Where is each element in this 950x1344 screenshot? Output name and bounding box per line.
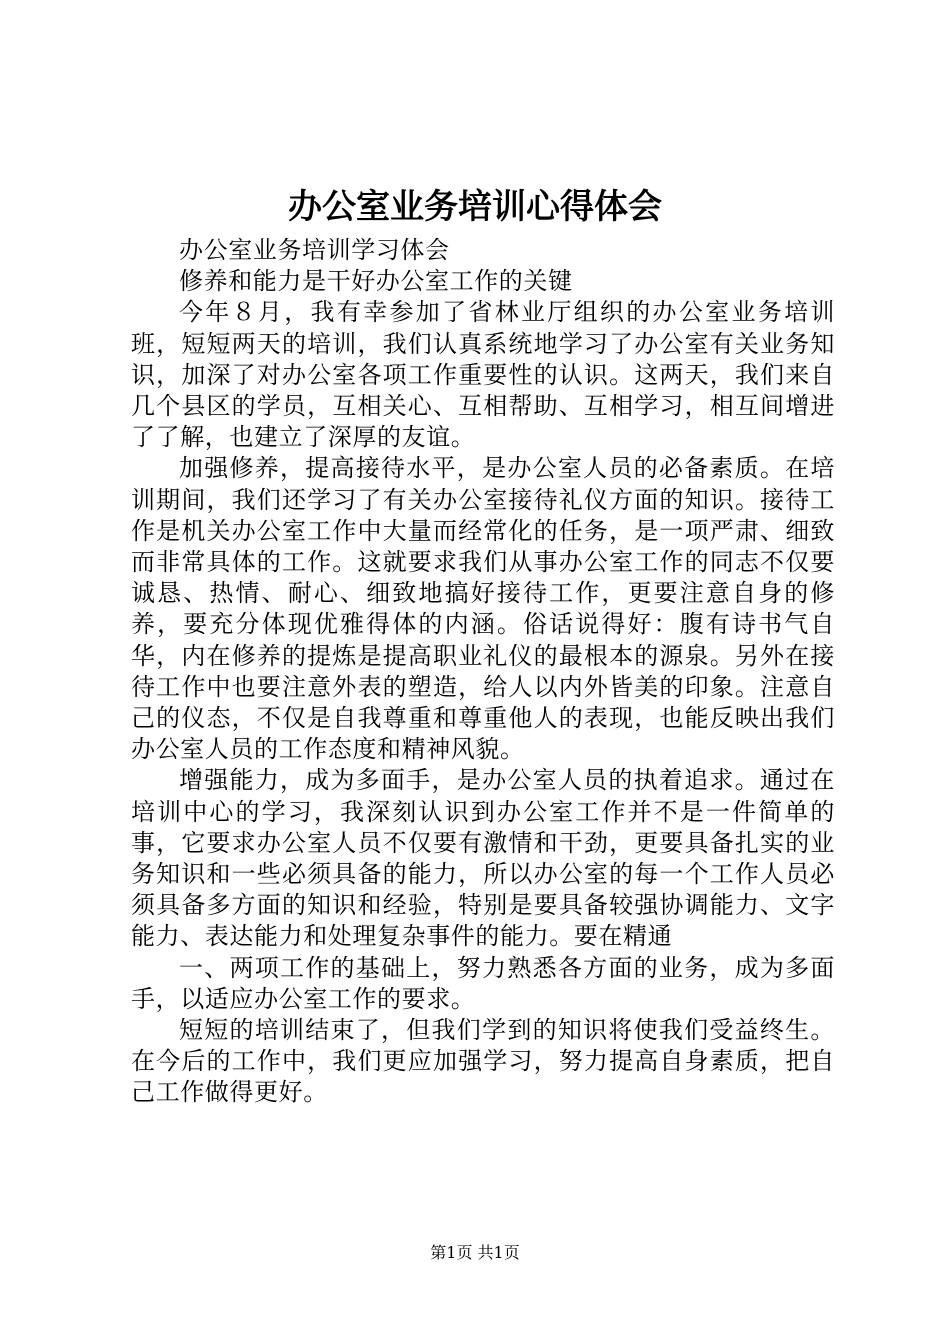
paragraph-subtitle: 办公室业务培训学习体会 <box>179 236 450 264</box>
paragraph-reception: 加强修养，提高接待水平，是办公室人员的必备素质。在培训期间，我们还学习了有关办公室接待礼仪方面的知识。接待工作是机关办公室工作中大量而经常化的任务，是一项严肃、细致而非常具体的工作。这就要求我们从事办公室工作的同志不仅要诚恳、热情、耐心、细致地搞好接待工作，更要注意自身的修养，要充分体现优雅得体的内涵。俗话说得好：腹有诗书气自华，内在修养的提炼是提高职业礼仪的最根本的源泉。另外在接待工作中也要注意外表的塑造，给人以内外皆美的印象。注意自己的仪态，不仅是自我尊重和尊重他人的表现，也能反映出我们办公室人员的工作态度和精神风貌。 <box>131 454 835 764</box>
paragraph-subheading: 修养和能力是干好办公室工作的关键 <box>179 267 573 296</box>
document-body <box>131 235 835 1109</box>
paragraph-continuation: 一、两项工作的基础上，努力熟悉各方面的业务，成为多面手，以适应办公室工作的要求。 <box>131 953 835 1013</box>
paragraph-conclusion: 短短的培训结束了，但我们学到的知识将使我们受益终生。在今后的工作中，我们更应加强学习，努力提高自身素质，把自己工作做得更好。 <box>131 1016 835 1107</box>
document-title: 办公室业务培训心得体会 <box>288 187 662 227</box>
paragraph-ability: 增强能力，成为多面手，是办公室人员的执着追求。通过在培训中心的学习，我深刻认识到办公室工作并不是一件简单的事，它要求办公室人员不仅要有激情和干劲，更要具备扎实的业务知识和一些必须具备的能力，所以办公室的每一个工作人员必须具备多方面的知识和经验，特别是要具备较强协调能力、文字能力、表达能力和处理复杂事件的能力。要在精通 <box>131 766 835 951</box>
page-footer: 第1页 共1页 <box>430 1243 520 1262</box>
paragraph-intro: 今年８月，我有幸参加了省林业厅组织的办公室业务培训班，短短两天的培训，我们认真系统地学习了办公室有关业务知识，加深了对办公室各项工作重要性的认识。这两天，我们来自几个县区的学员，互相关心、互相帮助、互相学习，相互间增进了了解，也建立了深厚的友谊。 <box>131 298 835 452</box>
